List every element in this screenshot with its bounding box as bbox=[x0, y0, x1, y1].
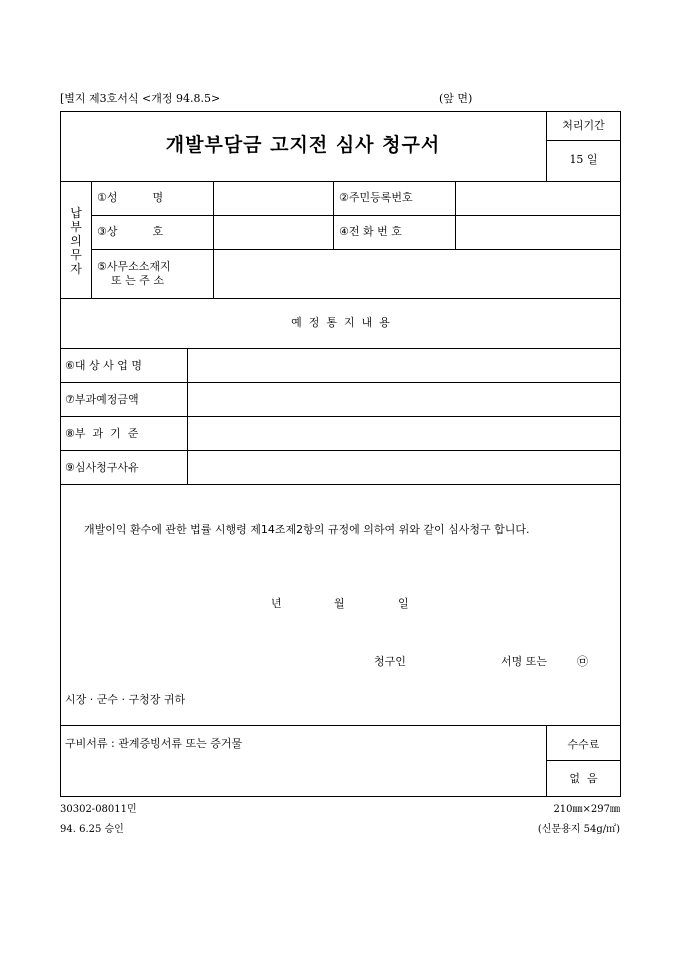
required-documents: 구비서류 : 관계증빙서류 또는 증거물 bbox=[65, 737, 243, 750]
page-side: (앞 면) bbox=[439, 92, 473, 105]
form-code: 30302-08011민 bbox=[60, 804, 137, 815]
levy-basis-label: ⑧부 과 기 준 bbox=[65, 427, 139, 440]
notice-heading: 예 정 통 지 내 용 bbox=[291, 316, 390, 329]
project-name-field[interactable] bbox=[189, 350, 619, 380]
trade-name-field[interactable] bbox=[215, 217, 331, 247]
date-month: 월 bbox=[334, 597, 345, 610]
levy-basis-field[interactable] bbox=[189, 418, 619, 448]
name-label: ①성 명 bbox=[97, 191, 164, 204]
name-field[interactable] bbox=[215, 183, 331, 213]
levy-amount-field[interactable] bbox=[189, 384, 619, 414]
approval-date: 94. 6.25 승인 bbox=[60, 824, 124, 835]
recipient: 시장 · 군수 · 구청장 귀하 bbox=[65, 693, 186, 706]
payer-section-label: 납 부 의 무 자 bbox=[70, 206, 82, 276]
address-field[interactable] bbox=[215, 251, 619, 296]
trade-name-label: ③상 호 bbox=[97, 225, 164, 238]
processing-period-label: 처리기간 bbox=[562, 119, 605, 132]
signature-label: 서명 또는 bbox=[501, 655, 548, 668]
resident-id-label: ②주민등록번호 bbox=[339, 191, 413, 204]
address-label-line2: 또 는 주 소 bbox=[111, 274, 164, 287]
claimant-label: 청구인 bbox=[374, 655, 406, 668]
levy-amount-label: ⑦부과예정금액 bbox=[65, 393, 139, 406]
date-year: 년 bbox=[271, 597, 282, 610]
seal-icon: ㉤ bbox=[577, 655, 588, 668]
review-reason-field[interactable] bbox=[189, 452, 619, 482]
form-id: [별지 제3호서식 <개정 94.8.5> bbox=[60, 92, 221, 105]
fee-value: 없 음 bbox=[569, 772, 598, 785]
fee-label: 수수료 bbox=[567, 738, 600, 751]
project-name-label: ⑥대 상 사 업 명 bbox=[65, 359, 142, 372]
address-label-line1: ⑤사무소소재지 bbox=[97, 260, 171, 273]
date-day: 일 bbox=[398, 597, 409, 610]
paper-size: 210㎜×297㎜ bbox=[553, 804, 620, 815]
review-reason-label: ⑨심사청구사유 bbox=[65, 461, 139, 474]
phone-field[interactable] bbox=[457, 217, 619, 247]
declaration-statement: 개발이익 환수에 관한 법률 시행령 제14조제2항의 규정에 의하여 위와 같이 심사청구 합니다. bbox=[84, 523, 530, 536]
processing-period-value: 15 일 bbox=[569, 153, 598, 166]
form-title: 개발부담금 고지전 심사 청구서 bbox=[165, 134, 441, 156]
paper-type: (신문용지 54g/㎡) bbox=[537, 824, 620, 835]
phone-label: ④전 화 번 호 bbox=[339, 225, 402, 238]
resident-id-field[interactable] bbox=[457, 183, 619, 213]
